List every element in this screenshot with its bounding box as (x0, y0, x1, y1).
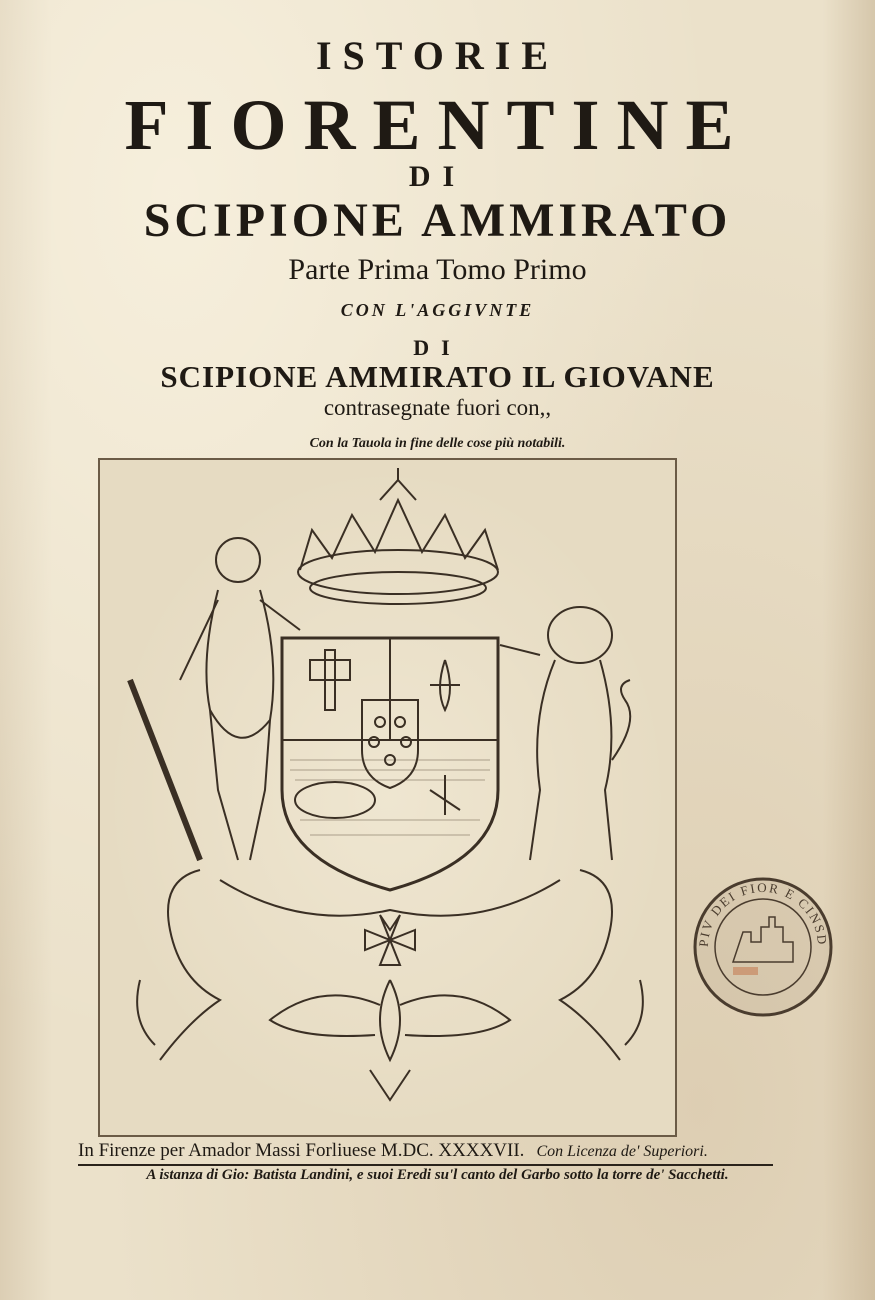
eagle-icon (270, 980, 510, 1100)
volume-line: Parte Prima Tomo Primo (288, 253, 587, 286)
index-note: Con la Tauola in fine delle cose più notabili. (309, 436, 566, 451)
title-line-fiorentine: FIORENTINE (124, 85, 751, 165)
shield-icon (282, 638, 498, 890)
figure-icon (130, 538, 300, 860)
second-di-line: DI (413, 335, 462, 360)
imprint-publisher: In Firenze per Amador Massi Forliuese M.DC. XXXXVII. (78, 1140, 525, 1161)
library-stamp-icon (688, 872, 838, 1022)
crown-icon (298, 468, 498, 604)
imprint-bookseller: A istanza di Gio: Batista Landini, e suoi Eredi su'l canto del Garbo sotto la torre de' Sacchetti. (146, 1167, 729, 1183)
second-author-name: SCIPIONE AMMIRATO IL GIOVANE (160, 359, 715, 394)
maltese-cross-icon (365, 915, 415, 965)
additions-line: CON L'AGGIVNTE (340, 300, 535, 320)
imprint-licence: Con Licenza de' Superiori. (536, 1143, 708, 1160)
title-line-di: DI (408, 160, 467, 193)
title-line-istorie: ISTORIE (315, 33, 559, 78)
author-name: SCIPIONE AMMIRATO (143, 194, 732, 247)
coat-of-arms-engraving (98, 458, 677, 1137)
imprint-line (78, 1140, 708, 1162)
imprint-rule (78, 1164, 773, 1166)
lion-icon (500, 607, 630, 860)
stamp-text: PIV DEI FIOR E CINSD (695, 879, 831, 948)
marking-note: contrasegnate fuori con,, (323, 395, 552, 420)
